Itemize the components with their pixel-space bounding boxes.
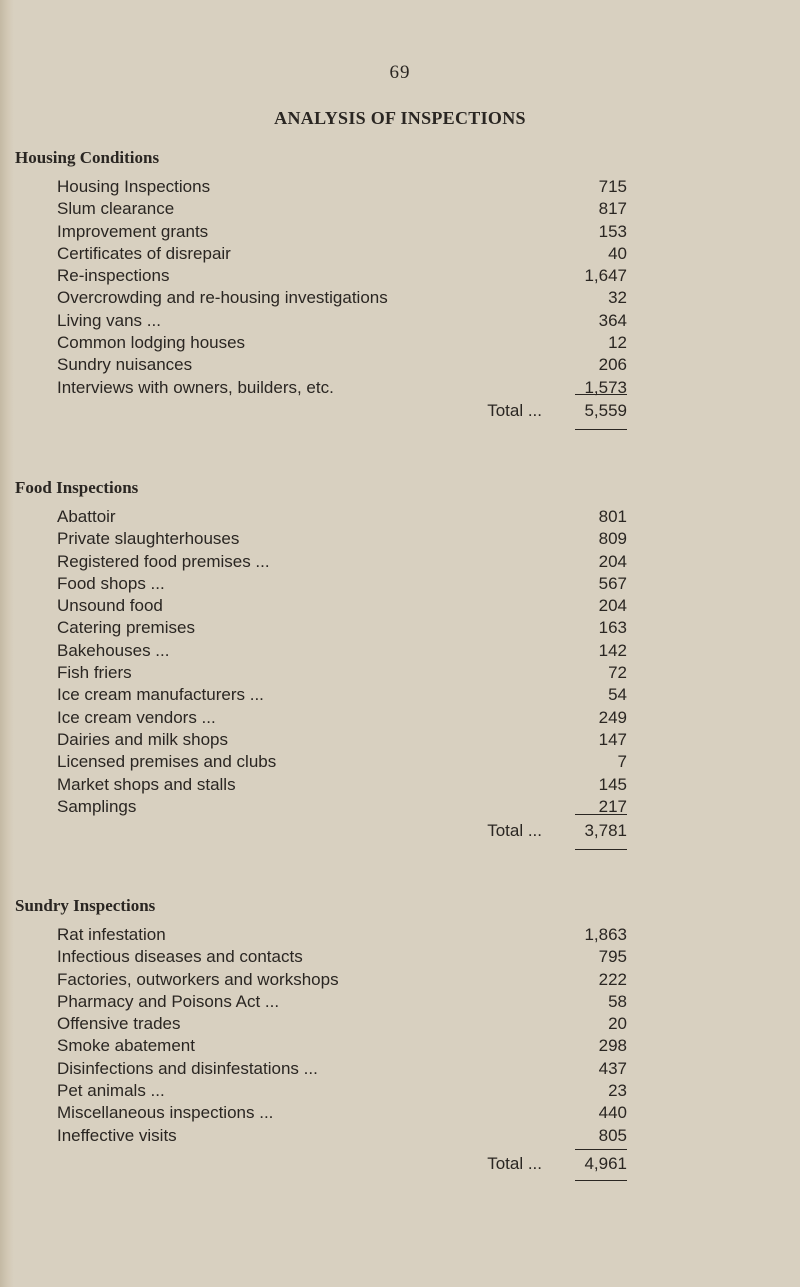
item-row bbox=[57, 796, 627, 818]
page-number: 69 bbox=[389, 62, 411, 83]
total-rule-top bbox=[575, 814, 627, 815]
item-row bbox=[57, 528, 627, 550]
item-list bbox=[57, 176, 627, 399]
item-value: 54 bbox=[608, 685, 627, 705]
item-row bbox=[57, 1035, 627, 1057]
item-value: 72 bbox=[608, 663, 627, 683]
item-value: 801 bbox=[598, 507, 627, 526]
item-label: Living vans ... bbox=[57, 310, 161, 330]
item-row bbox=[57, 198, 627, 220]
item-value: 7 bbox=[617, 752, 627, 772]
item-label: Market shops and stalls bbox=[57, 774, 236, 794]
item-value: 23 bbox=[608, 1081, 627, 1101]
item-label: Unsound food bbox=[57, 596, 163, 616]
item-row bbox=[57, 265, 627, 287]
item-label: Infectious diseases and contacts bbox=[57, 947, 303, 967]
item-label: Factories, outworkers and workshops bbox=[57, 969, 339, 989]
total-rule-top bbox=[575, 1149, 627, 1150]
item-row bbox=[57, 1013, 627, 1035]
item-label: Bakehouses ... bbox=[57, 640, 170, 660]
item-value: 440 bbox=[598, 1103, 627, 1123]
item-row bbox=[57, 377, 627, 399]
item-value: 12 bbox=[608, 333, 627, 353]
item-value: 206 bbox=[598, 355, 627, 375]
item-row bbox=[57, 1102, 627, 1124]
item-label: Overcrowding and re-housing investigations bbox=[57, 288, 388, 308]
page-title: ANALYSIS OF INSPECTIONS bbox=[274, 108, 526, 128]
item-value: 809 bbox=[598, 529, 627, 549]
item-value: 567 bbox=[598, 573, 627, 593]
item-value: 145 bbox=[598, 774, 627, 794]
item-value: 217 bbox=[598, 796, 627, 816]
item-value: 364 bbox=[598, 310, 627, 330]
item-value: 795 bbox=[598, 947, 627, 967]
item-label: Miscellaneous inspections ... bbox=[57, 1103, 274, 1123]
total-value: 4,961 bbox=[584, 1154, 627, 1173]
item-label: Re-inspections bbox=[57, 266, 170, 286]
item-value: 222 bbox=[598, 969, 627, 989]
item-label: Common lodging houses bbox=[57, 333, 246, 353]
total-label: Total ... bbox=[487, 1154, 542, 1173]
item-value: 249 bbox=[598, 707, 627, 727]
section-title: Food Inspections bbox=[15, 478, 139, 497]
item-label: Ice cream vendors ... bbox=[57, 707, 216, 727]
item-row bbox=[57, 1080, 627, 1102]
item-value: 1,863 bbox=[584, 925, 627, 944]
item-value: 1,573 bbox=[584, 377, 627, 397]
item-value: 40 bbox=[608, 243, 627, 263]
item-label: Abattoir bbox=[57, 507, 116, 526]
item-row bbox=[57, 1125, 627, 1147]
item-label: Fish friers bbox=[57, 663, 132, 683]
item-value: 163 bbox=[598, 618, 627, 638]
item-row bbox=[57, 751, 627, 773]
item-row bbox=[57, 551, 627, 573]
item-label: Ice cream manufacturers ... bbox=[57, 685, 264, 705]
item-label: Slum clearance bbox=[57, 199, 175, 219]
item-value: 153 bbox=[598, 221, 627, 241]
total-rule-bottom bbox=[575, 429, 627, 430]
item-value: 147 bbox=[598, 729, 627, 749]
item-label: Ineffective visits bbox=[57, 1125, 177, 1145]
total-label: Total ... bbox=[487, 401, 542, 420]
item-row bbox=[57, 969, 627, 991]
item-row bbox=[57, 662, 627, 684]
item-row bbox=[57, 991, 627, 1013]
item-row bbox=[57, 595, 627, 617]
item-label: Sundry nuisances bbox=[57, 355, 193, 375]
item-label: Certificates of disrepair bbox=[57, 243, 231, 263]
item-row bbox=[57, 573, 627, 595]
item-row bbox=[57, 617, 627, 639]
item-list bbox=[57, 924, 627, 1147]
item-value: 204 bbox=[598, 596, 627, 616]
section-title: Sundry Inspections bbox=[15, 896, 156, 915]
item-row bbox=[57, 287, 627, 309]
item-row bbox=[57, 774, 627, 796]
item-row bbox=[57, 354, 627, 376]
item-label: Catering premises bbox=[57, 618, 195, 638]
item-label: Dairies and milk shops bbox=[57, 729, 229, 749]
item-row bbox=[57, 310, 627, 332]
item-value: 298 bbox=[598, 1036, 627, 1056]
item-label: Food shops ... bbox=[57, 573, 165, 593]
item-value: 437 bbox=[598, 1058, 627, 1078]
item-row bbox=[57, 221, 627, 243]
item-label: Pharmacy and Poisons Act ... bbox=[57, 991, 280, 1011]
item-label: Improvement grants bbox=[57, 221, 209, 241]
total-rule-top bbox=[575, 394, 627, 395]
item-row bbox=[57, 640, 627, 662]
item-row bbox=[57, 506, 627, 528]
item-label: Smoke abatement bbox=[57, 1036, 195, 1056]
item-value: 204 bbox=[598, 551, 627, 571]
item-value: 142 bbox=[598, 640, 627, 660]
item-list bbox=[57, 506, 627, 818]
total-rule-bottom bbox=[575, 1180, 627, 1181]
item-value: 20 bbox=[608, 1014, 627, 1034]
item-label: Pet animals ... bbox=[57, 1081, 165, 1101]
item-value: 32 bbox=[608, 288, 627, 308]
item-label: Private slaughterhouses bbox=[57, 529, 240, 549]
item-value: 805 bbox=[598, 1125, 627, 1145]
item-label: Interviews with owners, builders, etc. bbox=[57, 377, 334, 397]
item-value: 817 bbox=[598, 199, 627, 219]
item-row bbox=[57, 729, 627, 751]
item-row bbox=[57, 332, 627, 354]
item-row bbox=[57, 946, 627, 968]
item-row bbox=[57, 1058, 627, 1080]
total-value: 3,781 bbox=[584, 821, 627, 840]
item-row bbox=[57, 684, 627, 706]
item-row bbox=[57, 924, 627, 946]
item-label: Rat infestation bbox=[57, 925, 166, 944]
item-value: 1,647 bbox=[584, 266, 627, 286]
item-label: Registered food premises ... bbox=[57, 551, 270, 571]
page-edge-shadow bbox=[0, 0, 14, 1287]
item-row bbox=[57, 243, 627, 265]
item-label: Housing Inspections bbox=[57, 177, 211, 196]
item-label: Licensed premises and clubs bbox=[57, 752, 277, 772]
total-value: 5,559 bbox=[584, 401, 627, 420]
item-row bbox=[57, 707, 627, 729]
item-value: 715 bbox=[598, 177, 627, 196]
item-label: Samplings bbox=[57, 796, 137, 816]
item-value: 58 bbox=[608, 991, 627, 1011]
item-row bbox=[57, 176, 627, 198]
total-label: Total ... bbox=[487, 821, 542, 840]
section-title: Housing Conditions bbox=[15, 148, 160, 167]
total-rule-bottom bbox=[575, 849, 627, 850]
item-label: Disinfections and disinfestations ... bbox=[57, 1058, 318, 1078]
item-label: Offensive trades bbox=[57, 1014, 181, 1034]
